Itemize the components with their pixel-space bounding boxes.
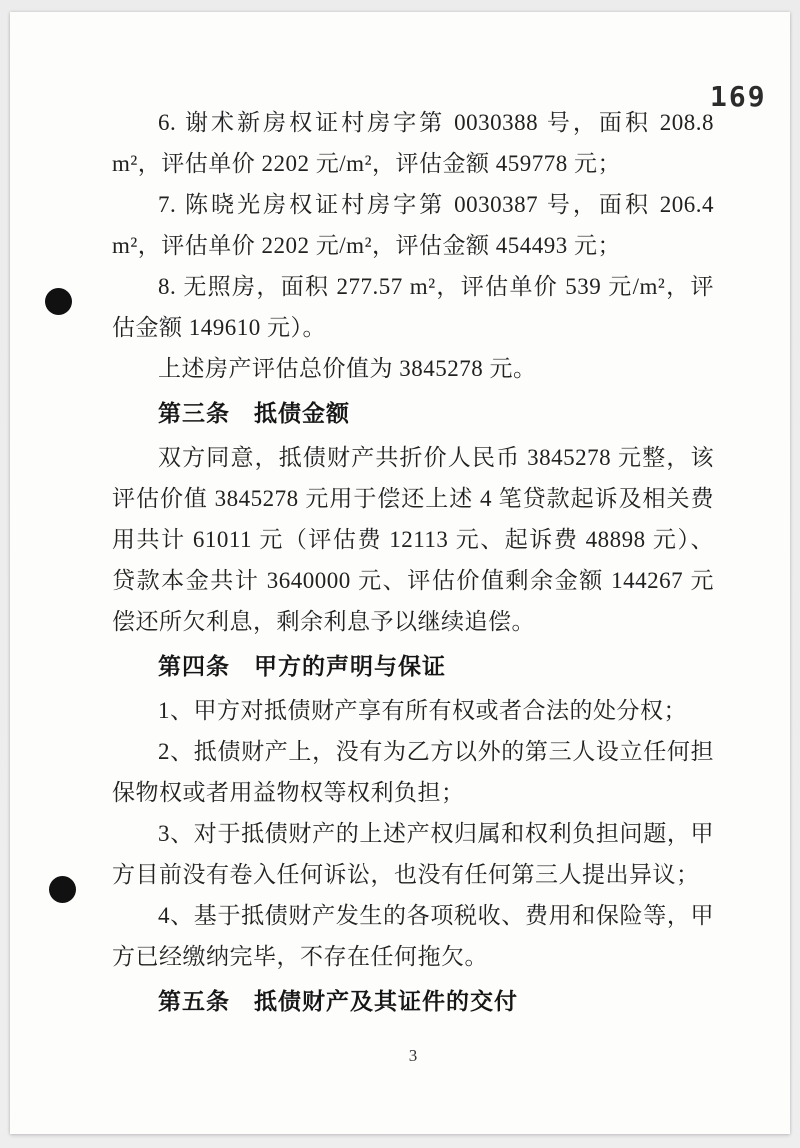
- total-valuation-line: 上述房产评估总价值为 3845278 元。: [158, 356, 537, 381]
- clause-item-6: 6. 谢术新房权证村房字第 0030388 号，面积 208.8 m²，评估单价 2202 元/m²，评估金额 459778 元；: [112, 110, 714, 176]
- clause-item-8: 8. 无照房，面积 277.57 m²，评估单价 539 元/m²，评估金额 149610 元）。: [112, 274, 714, 340]
- document-body: [112, 102, 714, 1025]
- article-3-body: 双方同意，抵债财产共折价人民币 3845278 元整，该评估价值 3845278 元用于偿还上述 4 笔贷款起诉及相关费用共计 61011 元（评估费 12113 元、起诉费 48898 元）、贷款本金共计 3640000 元、评估价值剩余金额 144267 元偿还所欠利息，剩余利息予以继续追偿。: [112, 445, 714, 634]
- article-4-item-3: 3、对于抵债财产的上述产权归属和权利负担问题，甲方目前没有卷入任何诉讼，也没有任何第三人提出异议；: [112, 821, 714, 887]
- article-4-item-4: 4、基于抵债财产发生的各项税收、费用和保险等，甲方已经缴纳完毕，不存在任何拖欠。: [112, 903, 714, 969]
- article-4-item-2: 2、抵债财产上，没有为乙方以外的第三人设立任何担保物权或者用益物权等权利负担；: [112, 739, 714, 805]
- archive-page-number: 169: [710, 80, 767, 113]
- clause-item-7: 7. 陈晓光房权证村房字第 0030387 号，面积 206.4 m²，评估单价 2202 元/m²，评估金额 454493 元；: [112, 192, 714, 258]
- hole-punch-mark-bottom: [49, 876, 76, 903]
- article-4-item-1: 1、甲方对抵债财产享有所有权或者合法的处分权；: [158, 698, 687, 723]
- document-page: [10, 12, 790, 1134]
- heading-article-4: 第四条 甲方的声明与保证: [158, 653, 446, 679]
- footer-page-number: 3: [408, 1046, 418, 1065]
- heading-article-5: 第五条 抵债财产及其证件的交付: [158, 988, 518, 1014]
- heading-article-3: 第三条 抵债金额: [158, 400, 350, 426]
- hole-punch-mark-top: [45, 288, 72, 315]
